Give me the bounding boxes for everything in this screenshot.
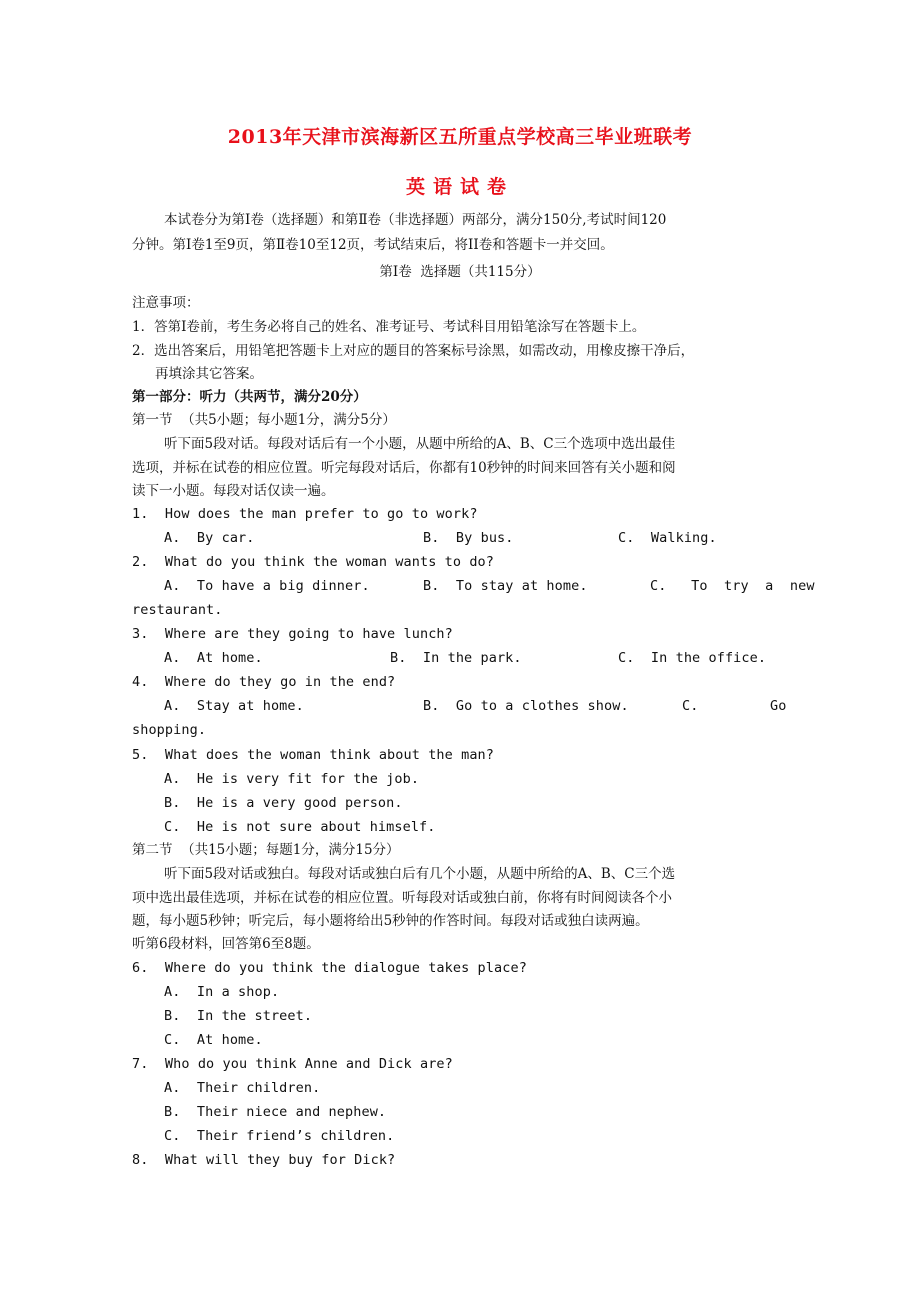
question-7-option-a: A. Their children. (164, 1080, 321, 1096)
question-2-option-c: C. To try a new (650, 578, 815, 594)
notes-item-1: 1．答第Ⅰ卷前，考生务必将自己的姓名、准考证号、考试科目用铅笔涂写在答题卡上。 (132, 319, 646, 335)
intro-line-2: 分钟。第Ⅰ卷1至9页，第Ⅱ卷10至12页，考试结束后，将II卷和答题卡一并交回。 (132, 237, 614, 253)
question-6-option-c: C. At home. (164, 1032, 263, 1048)
question-6-option-b: B. In the street. (164, 1008, 313, 1024)
question-2-option-c-cont: restaurant. (132, 602, 223, 618)
section2-heading: 第二节 （共15小题；每题1分，满分15分） (132, 842, 400, 858)
question-6: 6. Where do you think the dialogue takes place? (132, 960, 527, 976)
section1-heading: 第一节 （共5小题；每小题1分，满分5分） (132, 412, 396, 428)
page-subtitle: 英语试卷 (405, 176, 514, 198)
section2-desc-2: 项中选出最佳选项，并标在试卷的相应位置。听每段对话或独白前，你将有时间阅读各个小 (132, 890, 672, 906)
question-1: 1. How does the man prefer to go to work? (132, 506, 478, 522)
question-1-option-c: C. Walking. (618, 530, 717, 546)
question-7: 7. Who do you think Anne and Dick are? (132, 1056, 453, 1072)
notes-item-2: 2．选出答案后，用铅笔把答题卡上对应的题目的答案标号涂黑，如需改动，用橡皮擦干净后， (132, 343, 695, 359)
question-4-option-c-cont: shopping. (132, 722, 207, 738)
question-4-option-a: A. Stay at home. (164, 698, 304, 714)
question-3-option-b: B. In the park. (390, 650, 522, 666)
notes-heading: 注意事项： (132, 295, 200, 311)
page-title: 2013年天津市滨海新区五所重点学校高三毕业班联考 (227, 126, 693, 148)
question-3-option-c: C. In the office. (618, 650, 767, 666)
question-4-option-c-word: Go (770, 698, 787, 714)
question-5-option-c: C. He is not sure about himself. (164, 819, 436, 835)
question-5-option-a: A. He is very fit for the job. (164, 771, 420, 787)
section-title: 第Ⅰ卷 选择题（共115分） (379, 264, 541, 280)
material-6-instruction: 听第6段材料，回答第6至8题。 (132, 936, 320, 952)
question-5: 5. What does the woman think about the man? (132, 747, 495, 763)
question-7-option-b: B. Their niece and nephew. (164, 1104, 387, 1120)
question-3: 3. Where are they going to have lunch? (132, 626, 453, 642)
question-1-option-a: A. By car. (164, 530, 255, 546)
question-7-option-c: C. Their friend’s children. (164, 1128, 395, 1144)
question-1-option-b: B. By bus. (423, 530, 514, 546)
question-4-option-b: B. Go to a clothes show. (423, 698, 629, 714)
part1-heading: 第一部分：听力（共两节，满分20分） (132, 389, 367, 405)
question-4: 4. Where do they go in the end? (132, 674, 396, 690)
section1-desc-2: 选项，并标在试卷的相应位置。听完每段对话后，你都有10秒钟的时间来回答有关小题和阅 (132, 460, 676, 476)
question-4-option-c: C. (682, 698, 699, 714)
section1-desc-3: 读下一小题。每段对话仅读一遍。 (132, 483, 335, 499)
section1-desc-1: 听下面5段对话。每段对话后有一个小题，从题中所给的A、B、C三个选项中选出最佳 (164, 436, 676, 452)
question-3-option-a: A. At home. (164, 650, 263, 666)
question-2-option-b: B. To stay at home. (423, 578, 588, 594)
intro-line-1: 本试卷分为第Ⅰ卷（选择题）和第Ⅱ卷（非选择题）两部分，满分150分,考试时间120 (164, 212, 667, 228)
question-2-option-a: A. To have a big dinner. (164, 578, 370, 594)
notes-item-2-cont: 再填涂其它答案。 (155, 366, 263, 382)
question-5-option-b: B. He is a very good person. (164, 795, 403, 811)
section2-desc-3: 题，每小题5秒钟；听完后，每小题将给出5秒钟的作答时间。每段对话或独白读两遍。 (132, 913, 649, 929)
section2-desc-1: 听下面5段对话或独白。每段对话或独白后有几个小题，从题中所给的A、B、C三个选 (164, 866, 676, 882)
question-2: 2. What do you think the woman wants to do? (132, 554, 495, 570)
question-6-option-a: A. In a shop. (164, 984, 280, 1000)
question-8: 8. What will they buy for Dick? (132, 1152, 396, 1168)
